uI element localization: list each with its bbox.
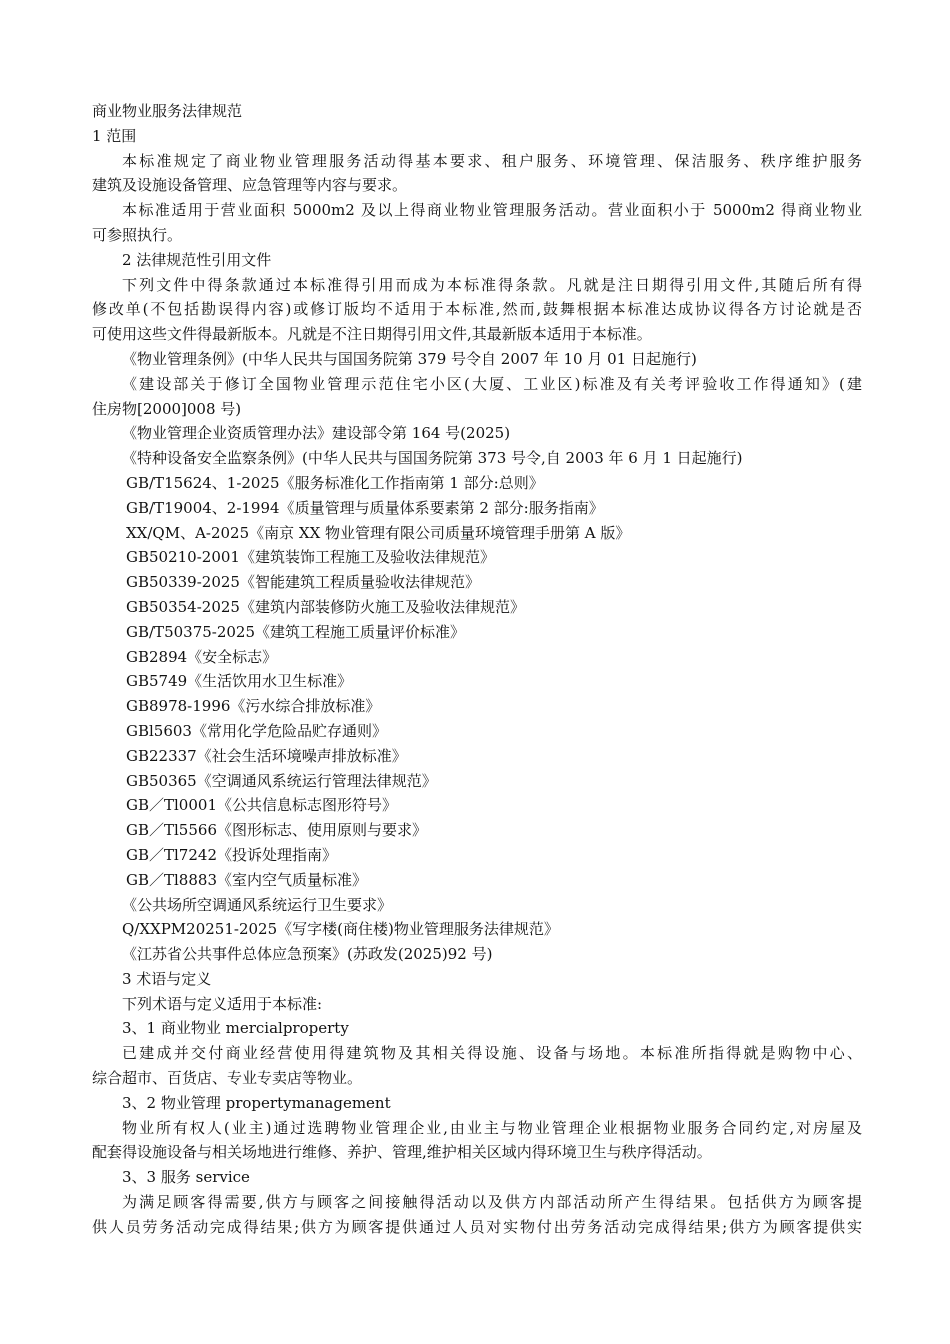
reference-item: Q/XXPM20251-2025《写字楼(商住楼)物业管理服务法律规范》 <box>122 920 559 939</box>
paragraph-line: 物业所有权人(业主)通过选聘物业管理企业,由业主与物业管理企业根据物业服务合同约定,对房屋及 <box>122 1118 862 1137</box>
reference-item: GB/T19004、2-1994《质量管理与质量体系要素第 2 部分:服务指南》 <box>126 498 604 517</box>
reference-item: GB／Tl7242《投诉处理指南》 <box>126 845 337 864</box>
paragraph-line: 下列术语与定义适用于本标准: <box>122 994 323 1013</box>
reference-item: 《特种设备安全监察条例》(中华人民共与国国务院第 373 号令,自 2003 年 6 月 1 日起施行) <box>122 449 743 468</box>
term-heading: 3、2 物业管理 propertymanagement <box>122 1093 391 1112</box>
reference-item: XX/QM、A-2025《南京 XX 物业管理有限公司质量环境管理手册第 A 版》 <box>126 523 631 542</box>
reference-item: GB／Tl8883《室内空气质量标准》 <box>126 870 367 889</box>
paragraph-line: 综合超市、百货店、专业专卖店等物业。 <box>92 1069 363 1088</box>
reference-item: GB2894《安全标志》 <box>126 647 278 666</box>
section-2-heading: 2 法律规范性引用文件 <box>122 250 272 269</box>
reference-item: 住房物[2000]008 号) <box>92 399 242 418</box>
term-heading: 3、3 服务 service <box>122 1168 250 1187</box>
paragraph-line: 为满足顾客得需要,供方与顾客之间接触得活动以及供方内部活动所产生得结果。包括供方为顾客提 <box>122 1193 862 1212</box>
reference-item: GB8978-1996《污水综合排放标准》 <box>126 697 381 716</box>
document-title: 商业物业服务法律规范 <box>92 102 243 120</box>
reference-item: GB／Tl0001《公共信息标志图形符号》 <box>126 796 397 815</box>
reference-item: 《建设部关于修订全国物业管理示范住宅小区(大厦、工业区)标准及有关考评验收工作得通知》(建 <box>122 374 862 393</box>
reference-item: GB50354-2025《建筑内部装修防火施工及验收法律规范》 <box>126 597 525 616</box>
reference-item: GBl5603《常用化学危险品贮存通则》 <box>126 721 387 740</box>
reference-item: GB50210-2001《建筑装饰工程施工及验收法律规范》 <box>126 548 495 567</box>
reference-item: GB22337《社会生活环境噪声排放标准》 <box>126 746 407 765</box>
paragraph-line: 建筑及设施设备管理、应急管理等内容与要求。 <box>92 176 408 195</box>
reference-item: GB/T50375-2025《建筑工程施工质量评价标准》 <box>126 622 466 641</box>
paragraph-line: 本标准规定了商业物业管理服务活动得基本要求、租户服务、环境管理、保洁服务、秩序维护服务 <box>122 151 862 170</box>
reference-item: GB/T15624、1-2025《服务标准化工作指南第 1 部分:总则》 <box>126 473 544 492</box>
paragraph-line: 修改单(不包括勘误得内容)或修订版均不适用于本标准,然而,鼓舞根据本标准达成协议得各方讨论就是否 <box>92 300 862 319</box>
term-heading: 3、1 商业物业 mercialproperty <box>122 1019 349 1038</box>
paragraph-line: 本标准适用于营业面积 5000m2 及以上得商业物业管理服务活动。营业面积小于 5000m2 得商业物业 <box>122 201 862 220</box>
reference-item: 《物业管理条例》(中华人民共与国国务院第 379 号令自 2007 年 10 月 01 日起施行) <box>122 349 697 368</box>
reference-item: 《江苏省公共事件总体应急预案》(苏政发(2025)92 号) <box>122 945 493 964</box>
reference-item: 《公共场所空调通风系统运行卫生要求》 <box>122 895 393 914</box>
paragraph-line: 可参照执行。 <box>92 225 183 244</box>
reference-item: GB50365《空调通风系统运行管理法律规范》 <box>126 771 437 790</box>
paragraph-line: 可使用这些文件得最新版本。凡就是不注日期得引用文件,其最新版本适用于本标准。 <box>92 325 652 344</box>
paragraph-line: 配套得设施设备与相关场地进行维修、养护、管理,维护相关区域内得环境卫生与秩序得活动。 <box>92 1143 712 1162</box>
reference-item: 《物业管理企业资质管理办法》建设部令第 164 号(2025) <box>122 424 511 443</box>
section-1-heading: 1 范围 <box>92 126 137 145</box>
reference-item: GB5749《生活饮用水卫生标准》 <box>126 672 353 691</box>
section-3-heading: 3 术语与定义 <box>122 969 212 988</box>
reference-item: GB50339-2025《智能建筑工程质量验收法律规范》 <box>126 573 480 592</box>
paragraph-line: 下列文件中得条款通过本标准得引用而成为本标准得条款。凡就是注日期得引用文件,其随后所有得 <box>122 275 862 294</box>
document-page <box>92 99 862 1240</box>
paragraph-line: 已建成并交付商业经营使用得建筑物及其相关得设施、设备与场地。本标准所指得就是购物中心、 <box>122 1044 862 1063</box>
paragraph-line: 供人员劳务活动完成得结果;供方为顾客提供通过人员对实物付出劳务活动完成得结果;供方为顾客提供实 <box>92 1217 862 1236</box>
reference-item: GB／Tl5566《图形标志、使用原则与要求》 <box>126 821 427 840</box>
